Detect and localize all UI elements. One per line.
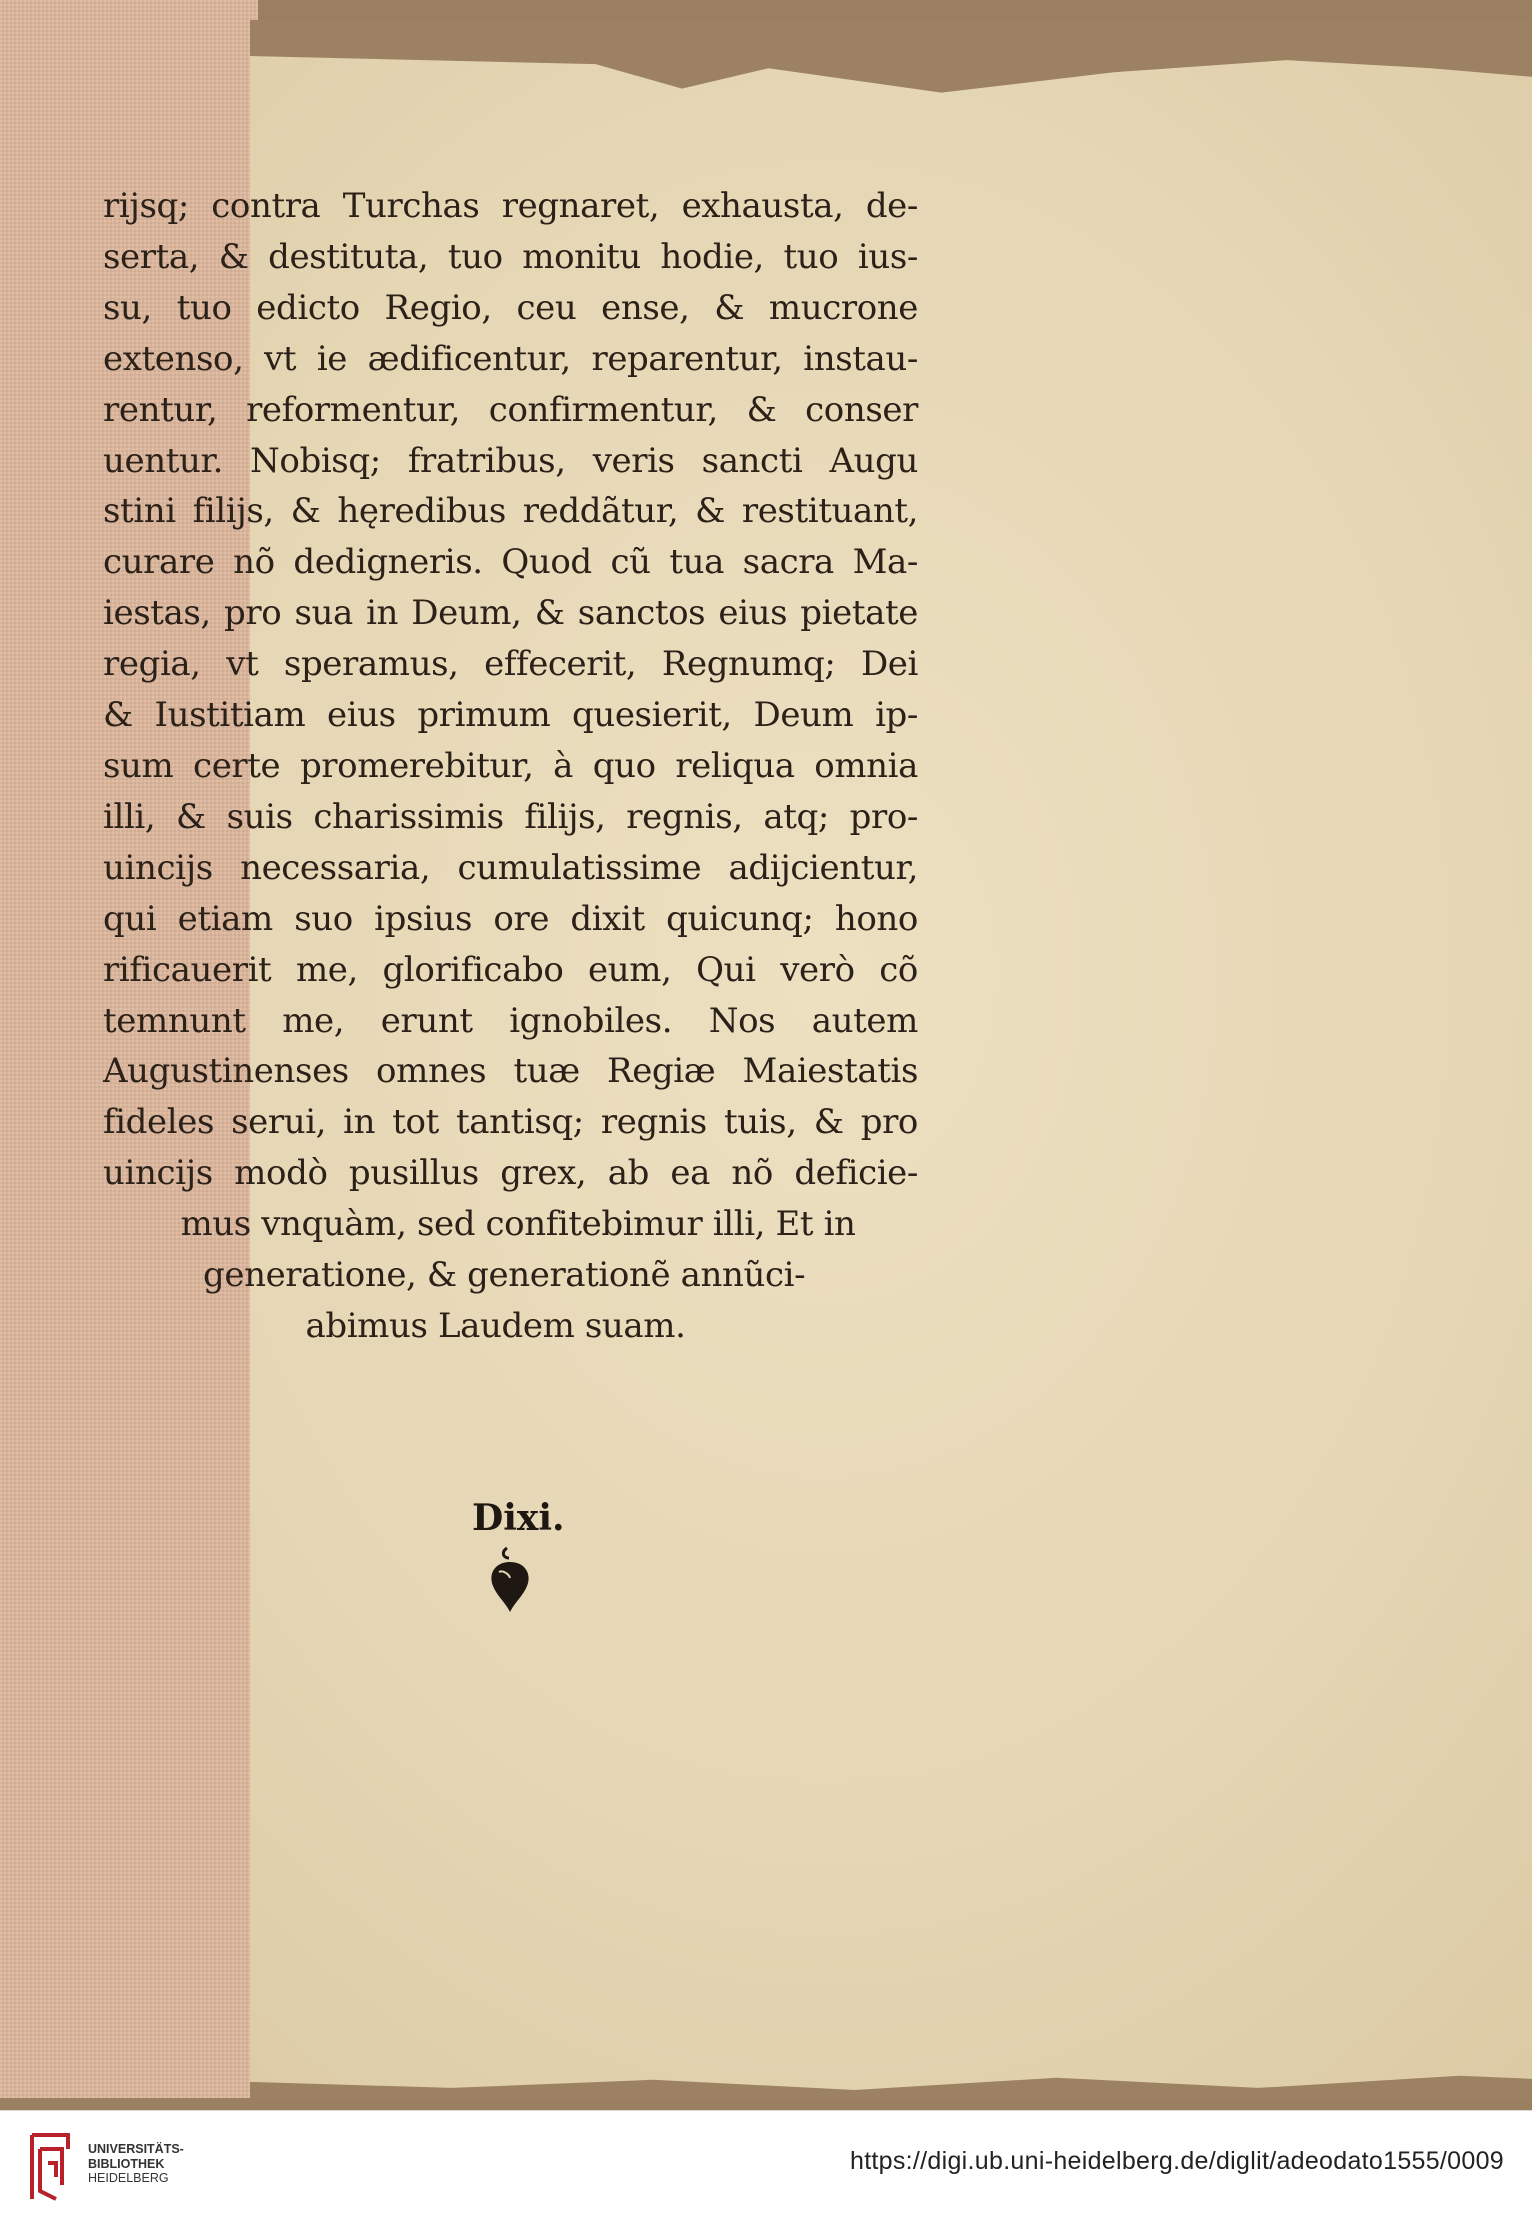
text-line: illi, & suis charissimis filijs, regnis, atq; pro- xyxy=(103,796,918,837)
text-line: temnunt me, erunt ignobiles. Nos autem xyxy=(103,1000,918,1041)
text-line: & Iustitiam eius primum quesierit, Deum ip- xyxy=(103,695,918,736)
body-text xyxy=(103,181,918,1352)
text-line: uentur. Nobisq; fratribus, veris sancti Augu xyxy=(103,440,918,481)
text-line: stini filijs, & hęredibus reddãtur, & restituant, xyxy=(103,491,918,532)
text-line: uincijs necessaria, cumulatissime adijcientur, xyxy=(103,847,918,888)
text-line: su, tuo edicto Regio, ceu ense, & mucrone xyxy=(103,287,918,328)
closing-word: Dixi. xyxy=(472,1497,565,1539)
text-line: rentur, reformentur, confirmentur, & conser xyxy=(103,389,918,430)
text-line: iestas, pro sua in Deum, & sanctos eius pietate xyxy=(103,593,918,634)
permalink-url[interactable]: https://digi.ub.uni-heidelberg.de/diglit/adeodato1555/0009 xyxy=(849,2147,1504,2175)
text-line: Augustinenses omnes tuæ Regiæ Maiestatis xyxy=(103,1051,918,1092)
library-name-line: BIBLIOTHEK xyxy=(88,2156,165,2171)
text-line: qui etiam suo ipsius ore dixit quicunq; hono xyxy=(103,898,918,939)
library-name-line: HEIDELBERG xyxy=(88,2171,169,2185)
hedera-leaf-icon xyxy=(485,1544,535,1614)
text-line: serta, & destituta, tuo monitu hodie, tuo ius- xyxy=(103,236,918,277)
text-line: generatione, & generationẽ annũci- xyxy=(203,1255,806,1296)
ub-heidelberg-logo-icon[interactable] xyxy=(22,2125,78,2207)
library-name-line: UNIVERSITÄTS- xyxy=(88,2142,184,2156)
text-line: sum certe promerebitur, à quo reliqua omnia xyxy=(103,745,918,786)
text-line: curare nõ dedigneris. Quod cũ tua sacra Ma- xyxy=(103,542,918,583)
text-line: rificauerit me, glorificabo eum, Qui verò cõ xyxy=(103,949,918,990)
text-line: rijsq; contra Turchas regnaret, exhausta, de- xyxy=(103,186,918,226)
text-line: uincijs modò pusillus grex, ab ea nõ deficie- xyxy=(103,1153,918,1194)
text-line: fideles serui, in tot tantisq; regnis tuis, & pro xyxy=(103,1102,918,1143)
text-line: extenso, vt ie ædificentur, reparentur, instau- xyxy=(103,338,918,379)
text-line: regia, vt speramus, effecerit, Regnumq; Dei xyxy=(103,644,918,685)
text-line: abimus Laudem suam. xyxy=(305,1305,686,1346)
viewer-footer xyxy=(0,2110,1532,2221)
library-name xyxy=(88,2142,184,2186)
text-line: mus vnquàm, sed confitebimur illi, Et in xyxy=(180,1204,856,1245)
